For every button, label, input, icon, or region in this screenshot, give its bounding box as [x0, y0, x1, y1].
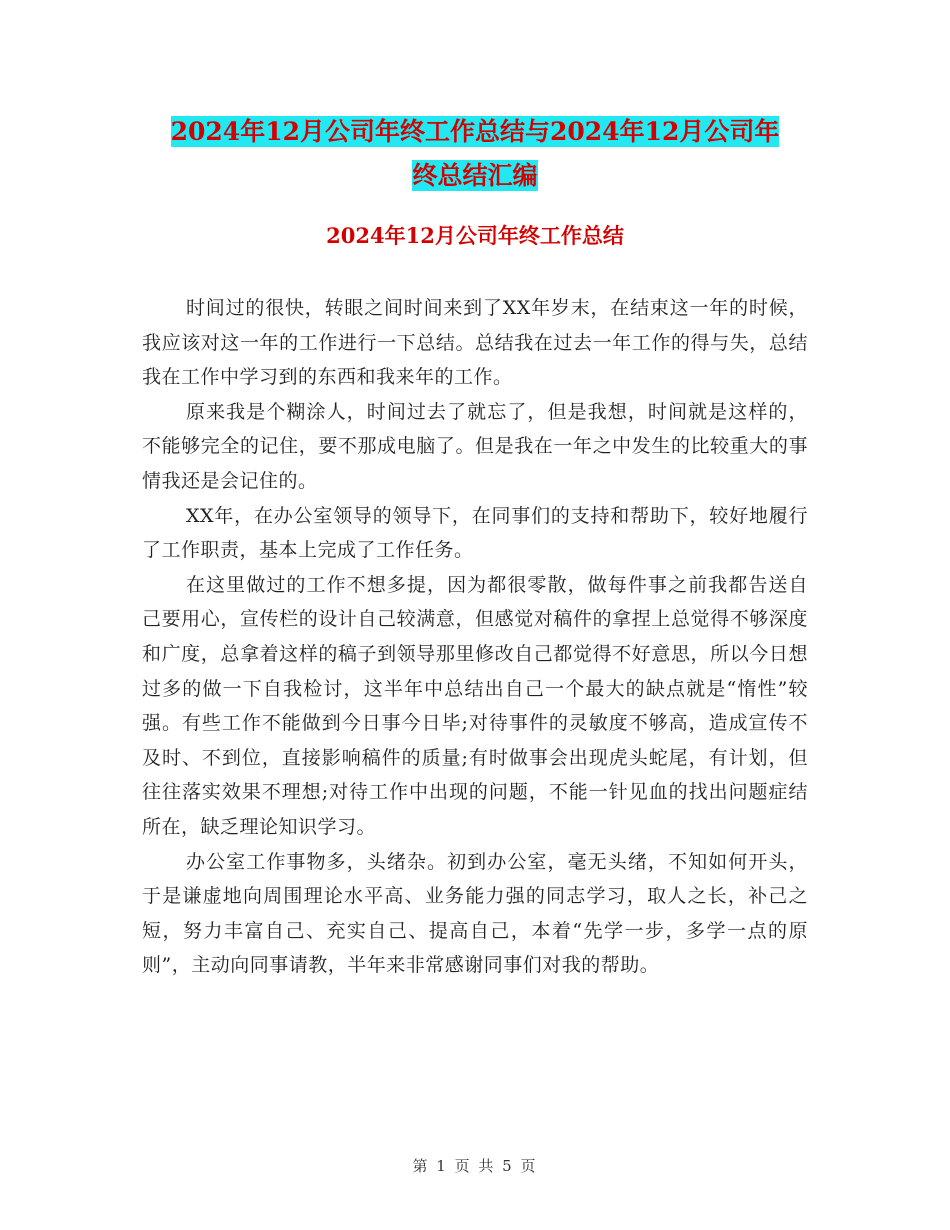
document-title [140, 110, 810, 198]
paragraph: 时间过的很快，转眼之间时间来到了XX年岁末，在结束这一年的时候，我应该对这一年的工作进行一下总结。总结我在过去一年工作的得与失，总结我在工作中学习到的东西和我来年的工作。 [142, 297, 808, 389]
document-title-line2: 终总结汇编 [412, 161, 538, 190]
page-number-footer: 第 1 页 共 5 页 [412, 1157, 538, 1175]
document-body [142, 291, 808, 983]
paragraph: XX年，在办公室领导的领导下，在同事们的支持和帮助下，较好地履行了工作职责，基本上完成了工作任务。 [142, 504, 808, 562]
section-title: 2024年12月公司年终工作总结 [326, 223, 624, 248]
paragraph: 在这里做过的工作不想多提，因为都很零散，做每件事之前我都告送自己要用心，宣传栏的设计自己较满意，但感觉对稿件的拿捏上总觉得不够深度和广度，总拿着这样的稿子到领导那里修改自己都觉得不好意思，所以今日想过多的做一下自我检讨，这半年中总结出自己一个最大的缺点就是“惰性”较强。有些工作不能做到今日事今日毕;对待事件的灵敏度不够高，造成宣传不及时、不到位，直接影响稿件的质量;有时做事会出现虎头蛇尾，有计划，但往往落实效果不理想;对待工作中出现的问题，不能一针见血的找出问题症结所在，缺乏理论知识学习。 [142, 573, 808, 838]
paragraph: 办公室工作事物多，头绪杂。初到办公室，毫无头绪，不知如何开头，于是谦虚地向周围理论水平高、业务能力强的同志学习，取人之长，补己之短，努力丰富自己、充实自己、提高自己，本着“先学一步，多学一点的原则”，主动向同事请教，半年来非常感谢同事们对我的帮助。 [142, 850, 808, 977]
document-title-line1: 2024年12月公司年终工作总结与2024年12月公司年 [170, 117, 780, 146]
paragraph: 原来我是个糊涂人，时间过去了就忘了，但是我想，时间就是这样的，不能够完全的记住，要不那成电脑了。但是我在一年之中发生的比较重大的事情我还是会记住的。 [142, 400, 808, 492]
